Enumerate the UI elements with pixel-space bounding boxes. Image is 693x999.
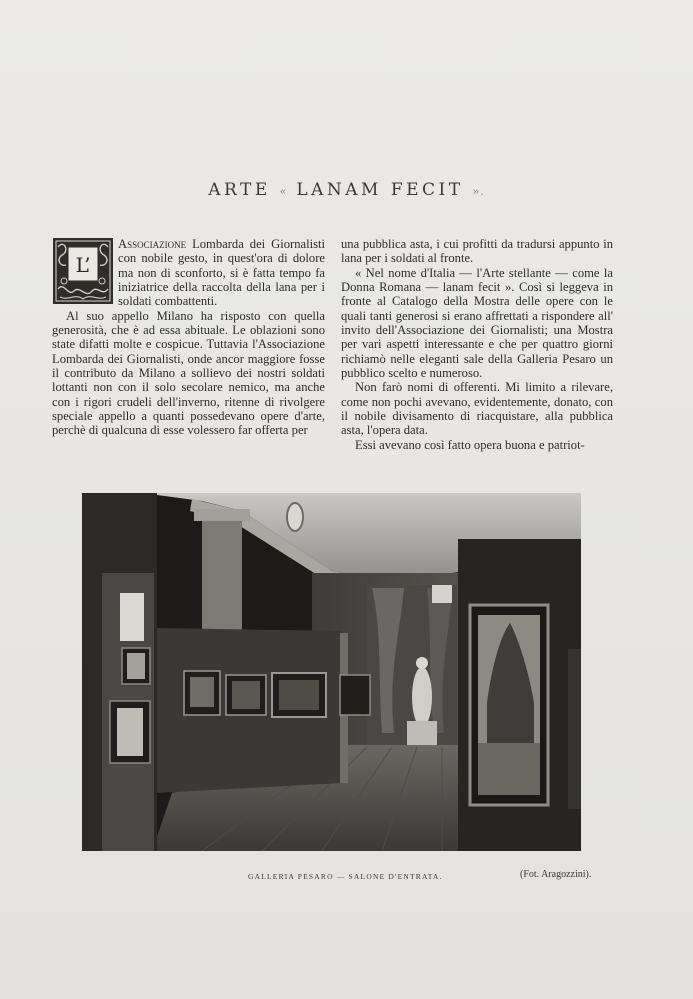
photo-credit: (Fot. Aragozzini). xyxy=(520,869,592,880)
right-paragraph-1: una pubblica asta, i cui profitti da tradursi appunto in lana per i soldati al fronte. xyxy=(341,237,613,266)
initial-letter: L’ xyxy=(75,253,91,277)
gallery-interior-illustration xyxy=(82,493,581,851)
text-column-right xyxy=(341,237,613,452)
right-paragraph-3: Non farò nomi di offerenti. Mi limito a rilevare, come non pochi avevano, evidentemente, donato, con il nobile divisamento di riacquistare, alla pubblica asta, l'opera data. xyxy=(341,380,613,438)
left-paragraph-1: Lombarda dei Giornalisti con nobile gesto, in quest'ora di dolore ma non di sconforto, si è fatta tempo fa iniziatrice della raccolta della lana per i soldati combattenti. xyxy=(118,237,325,309)
title-quote-close: ». xyxy=(472,185,485,198)
title-main: LANAM FECIT xyxy=(296,180,464,200)
gallery-photograph xyxy=(82,493,581,851)
ornament-initial-icon xyxy=(52,237,114,305)
left-paragraph-2: Al suo appello Milano ha risposto con quella generosità, che è ad essa abituale. Le oblazioni sono state difatti molte e cospicue. Tuttavia l'Associazione Lombarda dei Giornalisti, onde ancor maggiore fosse il contributo da Milano a sollievo dei nostri soldati lottanti non con il solo secolare nemico, ma anche con i rigori crudeli dell'inverno, ritenne di rivolgere speciale appello a quanti possedevano opere d'arte, perchè di qualcuna di esse volessero far offerta per xyxy=(52,308,325,438)
decorated-initial xyxy=(52,237,114,305)
lead-smallcaps: Associazione xyxy=(118,237,187,251)
title-quote-open: « xyxy=(279,185,288,198)
right-paragraph-4: Essi avevano così fatto opera buona e patriot- xyxy=(355,437,585,452)
title-prefix: ARTE xyxy=(208,180,271,200)
figure-caption: GALLERIA PESARO — SALONE D'ENTRATA. xyxy=(248,872,443,881)
text-column-left xyxy=(52,237,325,438)
article-title xyxy=(0,180,693,200)
right-paragraph-2: « Nel nome d'Italia — l'Arte stellante — come la Donna Romana — lanam fecit ». Così si leggeva in fronte al Catalogo della Mostra delle opere con le quali tanti generosi si erano affrettati a rispondere all' invito dell'Associazione dei Giornalisti; una Mostra per vari aspetti interessante e che per quattro giorni richiamò nelle eleganti sale della Galleria Pesaro un pubblico scelto e numeroso. xyxy=(341,265,613,381)
